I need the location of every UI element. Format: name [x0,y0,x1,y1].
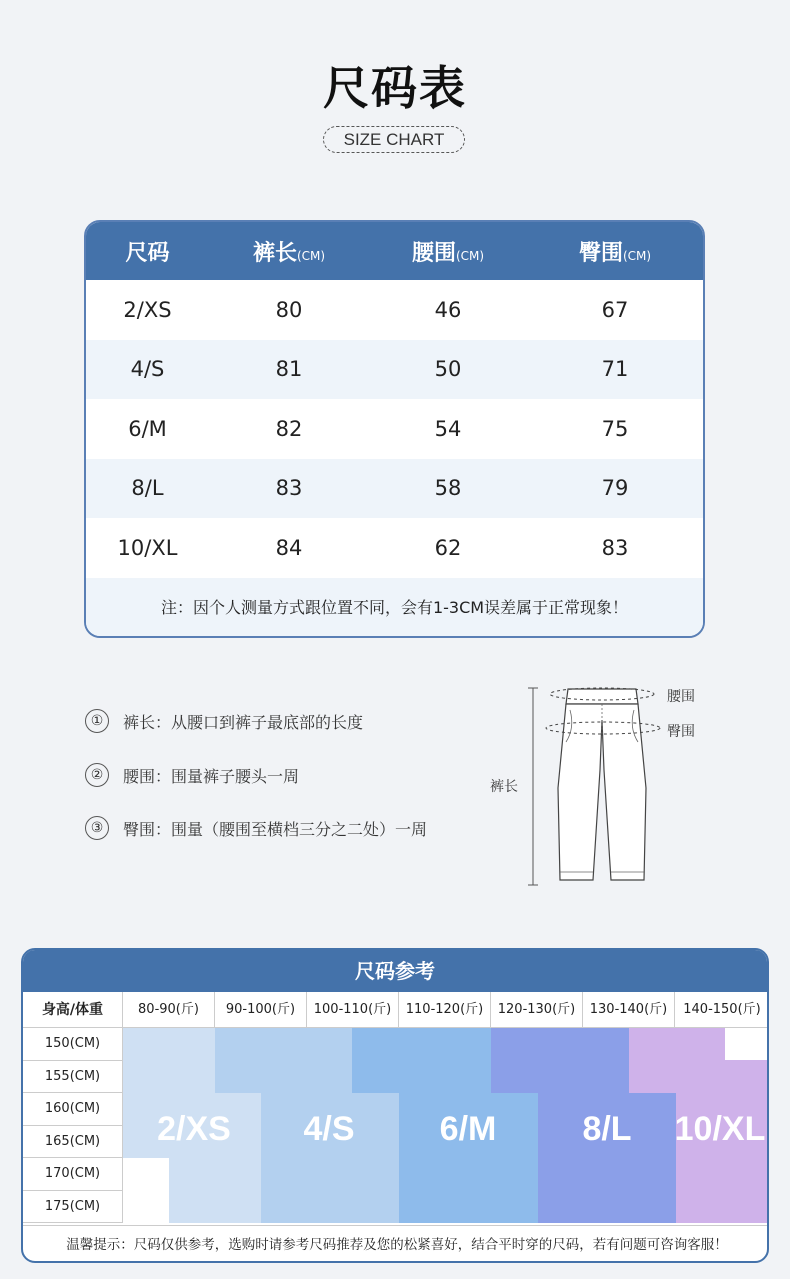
height-column [23,1028,123,1223]
size-block-xl [629,1060,769,1093]
height-cell: 175(CM) [23,1191,123,1224]
cell: 83 [601,535,629,560]
cell: 8/L [131,476,164,501]
circled-number-icon: ① [85,709,109,733]
corner-cell: 身高/体重 [23,992,123,1027]
legend-text: 腰围：围量裤子腰头一周 [123,766,300,786]
table-row [86,340,703,400]
weight-cell: 80-90(斤) [123,992,215,1027]
size-reference-table [21,948,769,1263]
cell: 82 [275,416,303,441]
waist-label: 腰围 [667,689,695,705]
cell: 6/M [128,416,167,441]
header-waist: 腰围 (CM) [411,240,485,266]
page-title: 尺码表 [323,61,467,115]
hip-label: 臀围 [667,724,695,740]
reference-title: 尺码参考 [23,950,767,992]
cell: 62 [434,535,462,560]
cell: 67 [601,297,629,322]
size-label: 2/XS [157,1110,231,1148]
size-label: 6/M [439,1110,497,1148]
height-cell: 150(CM) [23,1028,123,1061]
size-label: 10/XL [674,1110,766,1148]
size-label: 8/L [582,1110,632,1148]
size-block-l [491,1028,629,1093]
table-row [86,518,703,578]
page-subtitle: SIZE CHART [323,126,465,153]
header-size: 尺码 [125,240,170,266]
cell: 79 [601,476,629,501]
size-block-m [352,1028,491,1093]
weight-header-row [23,992,769,1028]
circled-number-icon: ③ [85,816,109,840]
cell: 83 [275,476,303,501]
size-block-xl [629,1028,725,1060]
pants-diagram [480,680,710,895]
cell: 84 [275,535,303,560]
circled-number-icon: ② [85,763,109,787]
legend-item-hip [85,816,427,840]
header-hip: 臀围 (CM) [578,240,652,266]
weight-cell: 140-150(斤) [683,1002,761,1017]
table-row [86,399,703,459]
size-table [84,220,705,638]
table-row [86,280,703,340]
height-cell: 170(CM) [23,1158,123,1191]
weight-cell: 90-100(斤) [215,992,307,1027]
cell: 4/S [130,357,165,382]
cell: 2/XS [123,297,172,322]
table-header [86,222,703,280]
header-length: 裤长 (CM) [252,240,326,266]
height-cell: 155(CM) [23,1061,123,1094]
cell: 54 [434,416,462,441]
cell: 50 [434,357,462,382]
table-row [86,459,703,519]
cell: 80 [275,297,303,322]
size-label: 4/S [303,1110,355,1148]
weight-cell: 130-140(斤) [583,992,675,1027]
cell: 71 [601,357,629,382]
length-label: 裤长 [490,779,518,795]
weight-cell: 110-120(斤) [399,992,491,1027]
height-cell: 160(CM) [23,1093,123,1126]
reference-footer: 温馨提示：尺码仅供参考，选购时请参考尺码推荐及您的松紧喜好，结合平时穿的尺码，若有问题可咨询客服！ [23,1225,769,1263]
legend-text: 臀围：围量（腰围至横档三分之二处）一周 [123,819,428,839]
cell: 10/XL [117,535,178,560]
height-cell: 165(CM) [23,1126,123,1159]
weight-cell: 120-130(斤) [491,992,583,1027]
legend-item-length [85,709,363,733]
table-note: 注：因个人测量方式跟位置不同，会有1-3CM误差属于正常现象！ [86,578,703,638]
cell: 46 [434,297,462,322]
cell: 58 [434,476,462,501]
weight-cell: 100-110(斤) [307,992,399,1027]
legend-text: 裤长：从腰口到裤子最底部的长度 [123,712,364,732]
size-block-s [215,1028,352,1093]
cell: 81 [275,357,303,382]
cell: 75 [601,416,629,441]
legend-item-waist [85,763,299,787]
size-grid [123,1028,769,1223]
